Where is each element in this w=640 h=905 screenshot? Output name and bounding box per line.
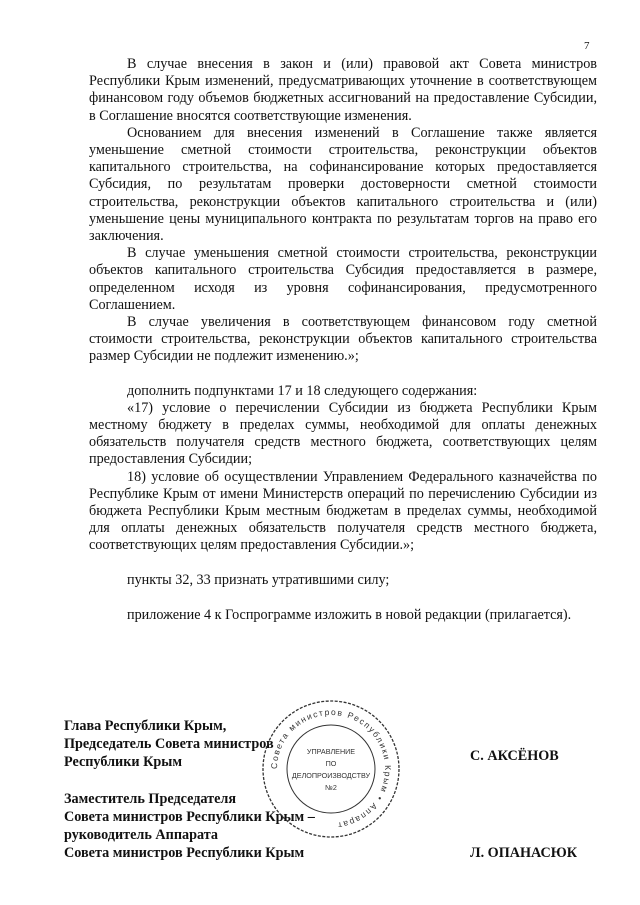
signature-title-line: Совета министров Республики Крым – [64,809,315,825]
signature-title-line: руководитель Аппарата [64,827,218,843]
signature-title-line: Заместитель Председателя [64,791,237,807]
official-stamp [256,694,406,844]
paragraph-add-subitems: дополнить подпунктами 17 и 18 следующего содержания: [127,382,478,399]
paragraph-points-repealed: пункты 32, 33 признать утратившими силу; [127,571,390,588]
stamp-outer-ring [263,701,399,837]
paragraph-changes-law: В случае внесения в закон и (или) правовой акт Совета министров Республики Крым изменений, предусматривающих уточнение в соответствующем финансовом году объемов бюджетных ассигнований на предоставление Субсидии, в Соглашение вносятся соответствующие изменения. [89,56,597,124]
paragraph-subitem-17: «17) условие о перечислении Субсидии из бюджета Республики Крым местному бюджету в пределах суммы, необходимой для оплаты денежных обязательств получателя средств местного бюджета, соответствующих целям предоставления Субсидии; [89,399,597,468]
signature-deputy-name: Л. ОПАНАСЮК [470,845,578,861]
paragraph-cost-increase: В случае увеличения в соответствующем финансовом году сметной стоимости строительства, реконструкции объектов капитального строительства размер Субсидии не подлежит изменению.»; [89,314,597,365]
stamp-center-line: ПО [325,759,337,768]
signature-title-line: Председатель Совета министров [64,736,274,752]
paragraph-appendix-4: приложение 4 к Госпрограмме изложить в новой редакции (прилагается). [127,606,572,623]
stamp-center-text [292,747,371,792]
stamp-center-line: ДЕЛОПРОИЗВОДСТВУ [291,771,371,780]
paragraph-grounds-changes: Основанием для внесения изменений в Соглашение также является уменьшение сметной стоимости строительства, реконструкции объектов капитального строительства, на софинансирование которых предоставляется Субсидия, по результатам проверки достоверности сметной стоимости строительства, реконструкции объектов капитального строительства и (или) уменьшение цены муниципального контракта по результатам торгов на право его заключения. [89,124,597,245]
stamp-center-line: №2 [325,783,337,792]
paragraph-cost-decrease: В случае уменьшения сметной стоимости строительства, реконструкции объектов капитального строительства Субсидия предоставляется в размере, определенном исходя из уровня софинансирования, предусмотренного Соглашением. [89,245,597,313]
document-body [89,56,597,624]
page-number: 7 [584,40,590,52]
stamp-inner-ring [287,725,375,813]
signature-title-line: Глава Республики Крым, [64,718,227,734]
paragraph-subitem-18: 18) условие об осуществлении Управлением Федерального казначейства по Республике Крым от имени Министерств операций по перечислению Субсидии из бюджета Республики Крым местным бюджетам в пределах суммы, необходимой для оплаты денежных обязательств получателя средств местного бюджета, соответствующих целям предоставления Субсидии.»; [89,468,597,554]
signature-title-line: Республики Крым [64,754,183,770]
signature-head-title [64,717,274,771]
stamp-ring-text: Совета министров Республики Крым • Аппарат [268,706,394,831]
signature-head-name: С. АКСЁНОВ [470,748,559,764]
stamp-center-line: УПРАВЛЕНИЕ [306,747,356,756]
signature-title-line: Совета министров Республики Крым [64,845,305,861]
